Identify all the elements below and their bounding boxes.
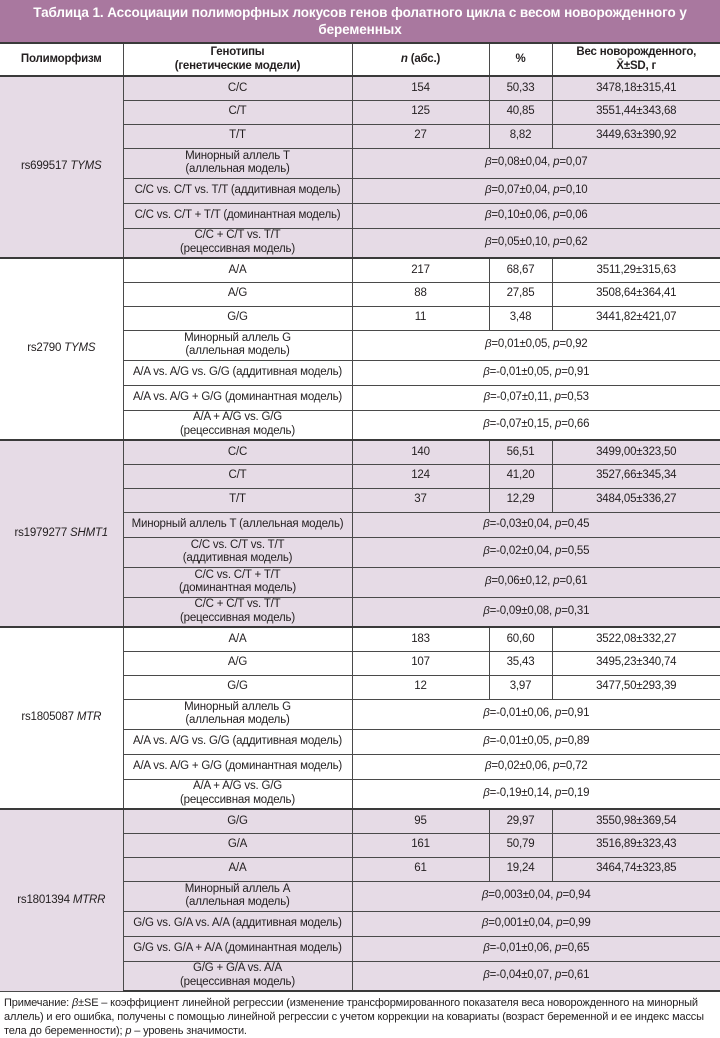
snp-block bbox=[0, 440, 720, 627]
header-n: n (абс.) bbox=[352, 43, 489, 76]
n-cell: 154 bbox=[352, 76, 489, 100]
table-note: Примечание: β±SE – коэффициент линейной регрессии (изменение трансформированного показателя веса новорожденного на минорный аллель) и его ошибка, получены с помощью линейной регрессии с учетом коррекции на ковариаты (возраст беременной и ее индекс массы тела до беременности); p – уровень значимости. bbox=[4, 997, 704, 1037]
genotype-cell: A/A bbox=[123, 627, 352, 651]
percent-cell: 12,29 bbox=[489, 488, 552, 512]
genotype-cell: G/G bbox=[123, 306, 352, 330]
model-cell: C/C vs. C/T + T/T (доминантная модель) bbox=[123, 567, 352, 597]
model-cell: C/C vs. C/T + T/T (доминантная модель) bbox=[123, 203, 352, 228]
percent-cell: 50,79 bbox=[489, 833, 552, 857]
percent-cell: 3,48 bbox=[489, 306, 552, 330]
weight-cell: 3464,74±323,85 bbox=[552, 857, 720, 881]
n-cell: 12 bbox=[352, 675, 489, 699]
genotype-cell: A/A bbox=[123, 258, 352, 282]
percent-cell: 29,97 bbox=[489, 809, 552, 833]
model-cell: G/G vs. G/A + A/A (доминантная модель) bbox=[123, 936, 352, 961]
genotype-row bbox=[0, 440, 720, 464]
n-cell: 11 bbox=[352, 306, 489, 330]
genotype-cell: G/G bbox=[123, 675, 352, 699]
data-table bbox=[0, 42, 720, 992]
model-cell: A/A vs. A/G + G/G (доминантная модель) bbox=[123, 385, 352, 410]
n-cell: 37 bbox=[352, 488, 489, 512]
regression-cell: β=0,01±0,05, p=0,92 bbox=[352, 330, 720, 360]
genotype-cell: C/T bbox=[123, 100, 352, 124]
percent-cell: 35,43 bbox=[489, 651, 552, 675]
genotype-cell: G/A bbox=[123, 833, 352, 857]
n-cell: 140 bbox=[352, 440, 489, 464]
regression-cell: β=-0,03±0,04, p=0,45 bbox=[352, 512, 720, 537]
percent-cell: 19,24 bbox=[489, 857, 552, 881]
model-cell: A/A vs. A/G vs. G/G (аддитивная модель) bbox=[123, 360, 352, 385]
regression-cell: β=0,06±0,12, p=0,61 bbox=[352, 567, 720, 597]
model-cell: Минорный аллель T (аллельная модель) bbox=[123, 148, 352, 178]
genotype-cell: A/A bbox=[123, 857, 352, 881]
regression-cell: β=-0,01±0,05, p=0,89 bbox=[352, 729, 720, 754]
weight-cell: 3477,50±293,39 bbox=[552, 675, 720, 699]
weight-cell: 3495,23±340,74 bbox=[552, 651, 720, 675]
n-cell: 27 bbox=[352, 124, 489, 148]
genotype-cell: C/C bbox=[123, 440, 352, 464]
regression-cell: β=-0,19±0,14, p=0,19 bbox=[352, 779, 720, 809]
regression-cell: β=0,07±0,04, p=0,10 bbox=[352, 178, 720, 203]
header-weight: Вес новорожденного, X̄±SD, г bbox=[552, 43, 720, 76]
percent-cell: 27,85 bbox=[489, 282, 552, 306]
percent-cell: 60,60 bbox=[489, 627, 552, 651]
model-cell: G/G + G/A vs. A/A (рецессивная модель) bbox=[123, 961, 352, 991]
genotype-row bbox=[0, 258, 720, 282]
genotype-cell: C/C bbox=[123, 76, 352, 100]
snp-cell: rs699517 TYMS bbox=[0, 76, 123, 258]
regression-cell: β=0,08±0,04, p=0,07 bbox=[352, 148, 720, 178]
weight-cell: 3508,64±364,41 bbox=[552, 282, 720, 306]
snp-block bbox=[0, 809, 720, 991]
n-cell: 183 bbox=[352, 627, 489, 651]
genotype-cell: A/G bbox=[123, 651, 352, 675]
genotype-cell: T/T bbox=[123, 124, 352, 148]
weight-cell: 3478,18±315,41 bbox=[552, 76, 720, 100]
model-cell: A/A vs. A/G + G/G (доминантная модель) bbox=[123, 754, 352, 779]
model-cell: C/C + C/T vs. T/T (рецессивная модель) bbox=[123, 228, 352, 258]
percent-cell: 50,33 bbox=[489, 76, 552, 100]
model-cell: C/C vs. C/T vs. T/T (аддитивная модель) bbox=[123, 178, 352, 203]
model-cell: C/C vs. C/T vs. T/T (аддитивная модель) bbox=[123, 537, 352, 567]
genotype-row bbox=[0, 809, 720, 833]
weight-cell: 3499,00±323,50 bbox=[552, 440, 720, 464]
regression-cell: β=-0,07±0,15, p=0,66 bbox=[352, 410, 720, 440]
genotype-cell: C/T bbox=[123, 464, 352, 488]
n-cell: 124 bbox=[352, 464, 489, 488]
weight-cell: 3522,08±332,27 bbox=[552, 627, 720, 651]
percent-cell: 68,67 bbox=[489, 258, 552, 282]
n-cell: 217 bbox=[352, 258, 489, 282]
regression-cell: β=-0,01±0,06, p=0,91 bbox=[352, 699, 720, 729]
regression-cell: β=-0,04±0,07, p=0,61 bbox=[352, 961, 720, 991]
header-polymorphism: Полиморфизм bbox=[0, 43, 123, 76]
regression-cell: β=-0,09±0,08, p=0,31 bbox=[352, 597, 720, 627]
weight-cell: 3550,98±369,54 bbox=[552, 809, 720, 833]
model-cell: Минорный аллель T (аллельная модель) bbox=[123, 512, 352, 537]
genotype-cell: A/G bbox=[123, 282, 352, 306]
genotype-row bbox=[0, 627, 720, 651]
percent-cell: 41,20 bbox=[489, 464, 552, 488]
regression-cell: β=0,05±0,10, p=0,62 bbox=[352, 228, 720, 258]
weight-cell: 3516,89±323,43 bbox=[552, 833, 720, 857]
weight-cell: 3441,82±421,07 bbox=[552, 306, 720, 330]
n-cell: 125 bbox=[352, 100, 489, 124]
percent-cell: 3,97 bbox=[489, 675, 552, 699]
model-cell: Минорный аллель A (аллельная модель) bbox=[123, 881, 352, 911]
header-row bbox=[0, 43, 720, 76]
n-cell: 161 bbox=[352, 833, 489, 857]
n-cell: 61 bbox=[352, 857, 489, 881]
snp-block bbox=[0, 76, 720, 258]
percent-cell: 8,82 bbox=[489, 124, 552, 148]
snp-cell: rs1979277 SHMT1 bbox=[0, 440, 123, 627]
weight-cell: 3551,44±343,68 bbox=[552, 100, 720, 124]
model-cell: A/A + A/G vs. G/G (рецессивная модель) bbox=[123, 410, 352, 440]
genotype-cell: G/G bbox=[123, 809, 352, 833]
regression-cell: β=0,001±0,04, p=0,99 bbox=[352, 911, 720, 936]
header-genotypes: Генотипы (генетические модели) bbox=[123, 43, 352, 76]
weight-cell: 3511,29±315,63 bbox=[552, 258, 720, 282]
model-cell: G/G vs. G/A vs. A/A (аддитивная модель) bbox=[123, 911, 352, 936]
model-cell: Минорный аллель G (аллельная модель) bbox=[123, 330, 352, 360]
regression-cell: β=0,003±0,04, p=0,94 bbox=[352, 881, 720, 911]
n-cell: 107 bbox=[352, 651, 489, 675]
regression-cell: β=-0,07±0,11, p=0,53 bbox=[352, 385, 720, 410]
weight-cell: 3449,63±390,92 bbox=[552, 124, 720, 148]
model-cell: A/A vs. A/G vs. G/G (аддитивная модель) bbox=[123, 729, 352, 754]
header-percent: % bbox=[489, 43, 552, 76]
percent-cell: 40,85 bbox=[489, 100, 552, 124]
snp-block bbox=[0, 258, 720, 440]
regression-cell: β=0,02±0,06, p=0,72 bbox=[352, 754, 720, 779]
table-title: Таблица 1. Ассоциации полиморфных локусов генов фолатного цикла с весом новорожденного у беременных bbox=[0, 0, 720, 42]
regression-cell: β=-0,01±0,06, p=0,65 bbox=[352, 936, 720, 961]
snp-cell: rs1805087 MTR bbox=[0, 627, 123, 809]
n-cell: 88 bbox=[352, 282, 489, 306]
regression-cell: β=0,10±0,06, p=0,06 bbox=[352, 203, 720, 228]
weight-cell: 3527,66±345,34 bbox=[552, 464, 720, 488]
model-cell: A/A + A/G vs. G/G (рецессивная модель) bbox=[123, 779, 352, 809]
model-cell: Минорный аллель G (аллельная модель) bbox=[123, 699, 352, 729]
regression-cell: β=-0,02±0,04, p=0,55 bbox=[352, 537, 720, 567]
regression-cell: β=-0,01±0,05, p=0,91 bbox=[352, 360, 720, 385]
percent-cell: 56,51 bbox=[489, 440, 552, 464]
snp-cell: rs2790 TYMS bbox=[0, 258, 123, 440]
genotype-row bbox=[0, 76, 720, 100]
snp-block bbox=[0, 627, 720, 809]
genotype-cell: T/T bbox=[123, 488, 352, 512]
model-cell: C/C + C/T vs. T/T (рецессивная модель) bbox=[123, 597, 352, 627]
n-cell: 95 bbox=[352, 809, 489, 833]
snp-cell: rs1801394 MTRR bbox=[0, 809, 123, 991]
weight-cell: 3484,05±336,27 bbox=[552, 488, 720, 512]
